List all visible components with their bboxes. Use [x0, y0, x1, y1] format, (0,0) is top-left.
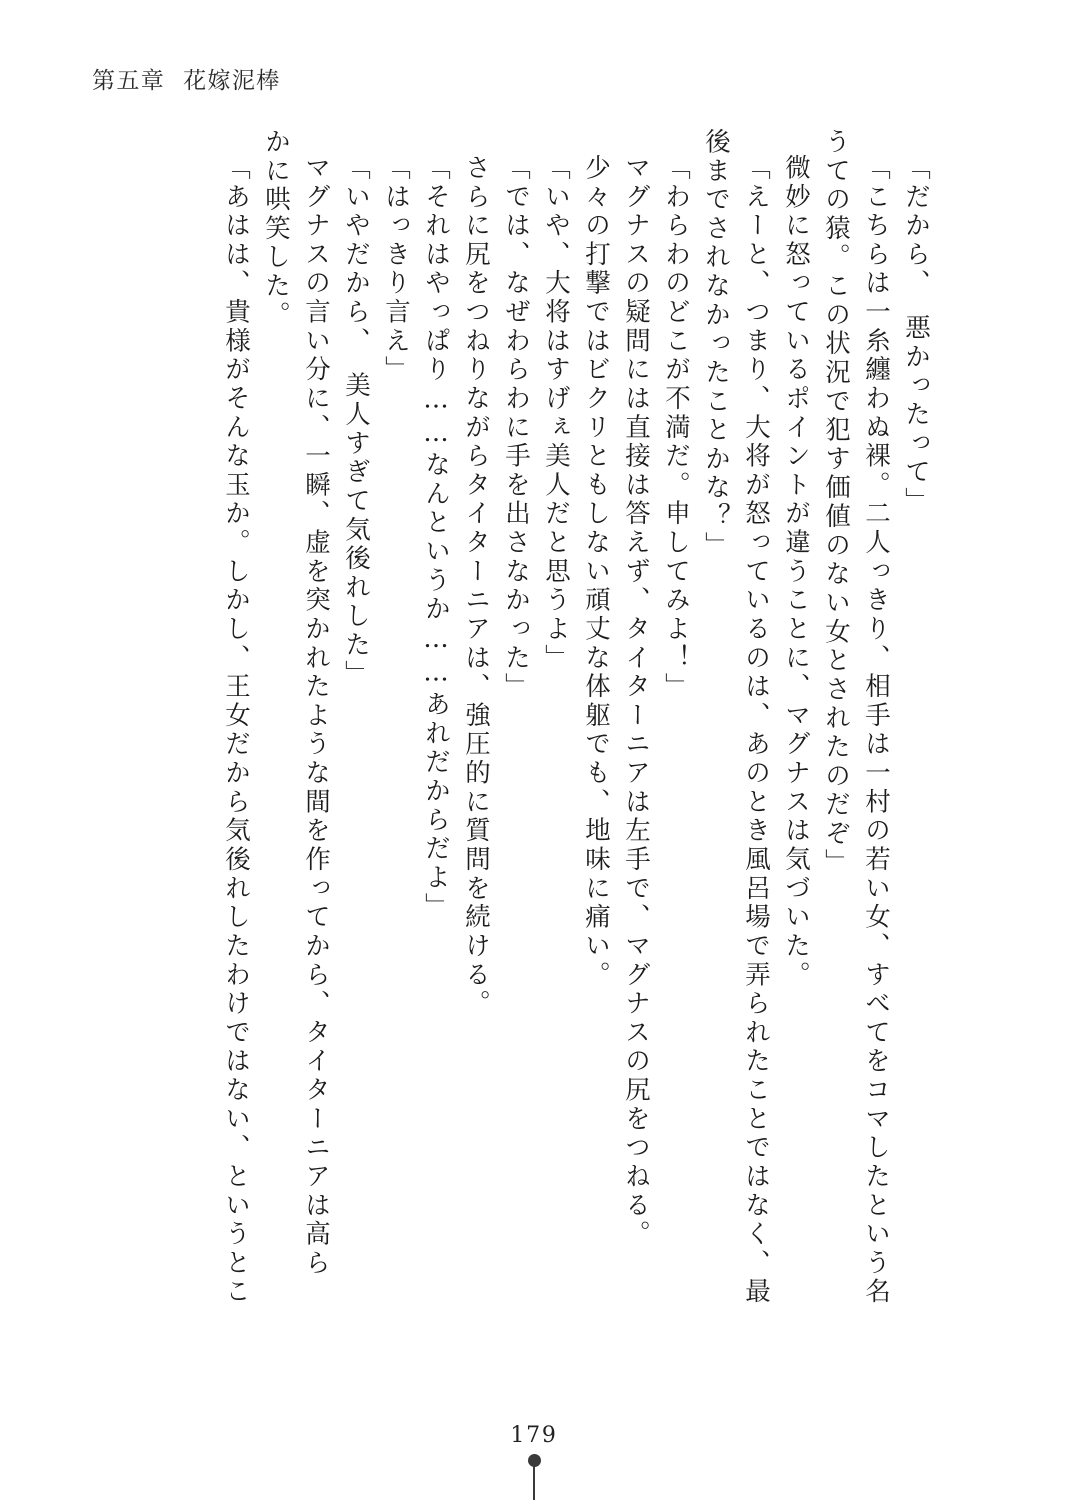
text-line: 「いや、大将はすげぇ美人だと思うよ」	[541, 154, 571, 673]
text-line: 「それはやっぱり……なんというか……あれだからだよ」	[421, 154, 451, 922]
page-text-body	[88, 128, 931, 1358]
text-line: マグナスの言い分に、一瞬、虚を突かれたような間を作ってから、タイターニアは高ら	[301, 154, 331, 1278]
chapter-title: 花嫁泥棒	[183, 68, 281, 94]
text-line: 後までされなかったことかな？」	[701, 128, 731, 561]
text-line: うての猿。この状況で犯す価値のない女とされたのだぞ」	[821, 128, 851, 878]
text-line: 「わらわのどこが不満だ。申してみよ！」	[661, 154, 691, 702]
text-line: 少々の打撃ではビクリともしない頑丈な体躯でも、地味に痛い。	[581, 154, 611, 990]
text-line: 「では、なぜわらわに手を出さなかった」	[501, 154, 531, 702]
chapter-number: 第五章	[92, 68, 166, 94]
text-line: 微妙に怒っているポイントが違うことに、マグナスは気づいた。	[781, 154, 811, 990]
text-line: マグナスの疑問には直接は答えず、タイターニアは左手で、マグナスの尻をつねる。	[621, 154, 651, 1249]
text-line: 「こちらは一糸纏わぬ裸。二人っきり、相手は一村の若い女、すべてをコマしたという名	[861, 154, 891, 1307]
text-line: かに哄笑した。	[261, 128, 291, 330]
text-line: 「いやだから、 美人すぎて気後れした」	[341, 154, 371, 689]
text-line: 「だから、 悪かったって」	[901, 154, 931, 516]
text-line: さらに尻をつねりながらタイターニアは、強圧的に質問を続ける。	[461, 154, 491, 1019]
running-head	[92, 62, 281, 95]
text-line: 「あはは、貴様がそんな玉か。しかし、王女だから気後れしたわけではない、というとこ	[221, 154, 251, 1307]
text-line: 「はっきり言え」	[381, 154, 411, 385]
stem-dot-ornament-icon	[527, 1448, 541, 1500]
text-line: 「えーと、つまり、大将が怒っているのは、あのとき風呂場で弄られたことではなく、最	[741, 154, 771, 1307]
page-number: 179	[510, 1423, 558, 1448]
